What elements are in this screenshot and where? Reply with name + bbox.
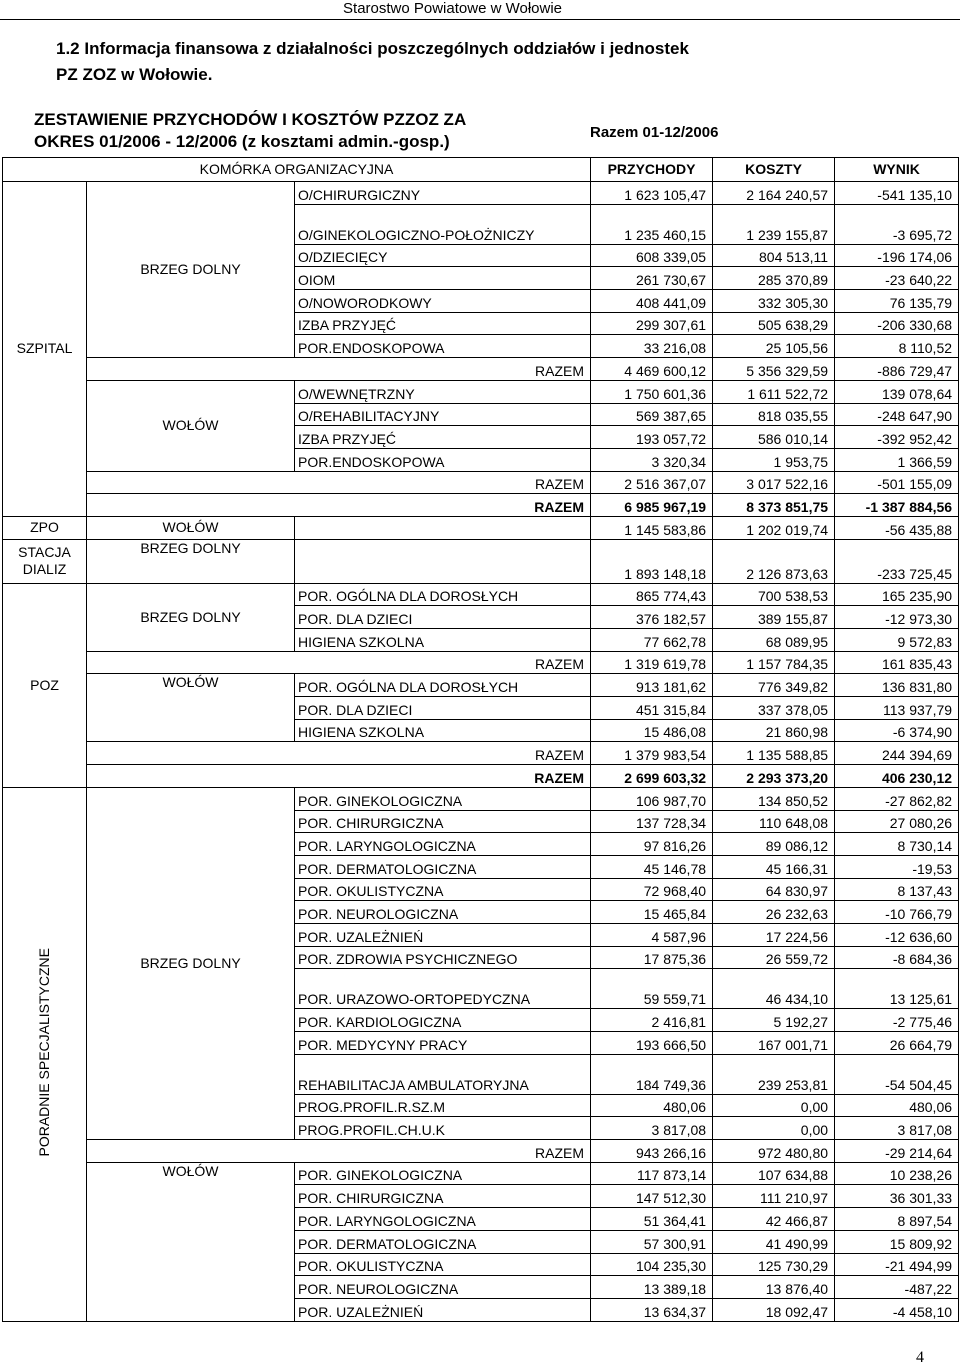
result-cell: -233 725,45: [835, 539, 959, 583]
income-cell: 3 320,34: [591, 448, 713, 471]
unit-name-cell: POR. LARYNGOLOGICZNA: [295, 833, 591, 856]
result-cell: 9 572,83: [835, 629, 959, 652]
costs-cell: 17 224,56: [713, 923, 835, 946]
income-cell: 1 145 583,86: [591, 516, 713, 539]
costs-cell: 505 638,29: [713, 312, 835, 335]
result-cell: -10 766,79: [835, 901, 959, 924]
income-cell: 77 662,78: [591, 629, 713, 652]
empty-cell: [295, 516, 591, 539]
income-cell: 569 387,65: [591, 403, 713, 426]
income-cell: 608 339,05: [591, 244, 713, 267]
finance-table: [2, 157, 959, 1322]
table-row: [3, 471, 959, 494]
unit-name-cell: PROG.PROFIL.R.SZ.M: [295, 1094, 591, 1117]
group-label-poz: POZ: [3, 583, 87, 787]
unit-name-cell: O/WEWNĘTRZNY: [295, 380, 591, 403]
location-label-brzeg: BRZEG DOLNY: [87, 583, 295, 651]
unit-name-cell: POR. MEDYCYNY PRACY: [295, 1032, 591, 1055]
result-cell: 8 110,52: [835, 335, 959, 358]
table-row: [3, 787, 959, 810]
result-cell: 8 897,54: [835, 1208, 959, 1231]
result-cell: -12 636,60: [835, 923, 959, 946]
result-cell: 480,06: [835, 1094, 959, 1117]
table-row: [3, 1162, 959, 1185]
result-cell: -487,22: [835, 1276, 959, 1299]
income-cell: 184 749,36: [591, 1054, 713, 1094]
income-cell: 17 875,36: [591, 946, 713, 969]
document-header: Starostwo Powiatowe w Wołowie: [343, 0, 562, 17]
result-cell: 139 078,64: [835, 380, 959, 403]
result-cell: 8 730,14: [835, 833, 959, 856]
income-cell: 1 893 148,18: [591, 539, 713, 583]
unit-name-cell: IZBA PRZYJĘĆ: [295, 426, 591, 449]
result-cell: -1 387 884,56: [835, 494, 959, 517]
razem-label: RAZEM: [87, 765, 591, 788]
costs-cell: 972 480,80: [713, 1140, 835, 1163]
income-cell: 261 730,67: [591, 267, 713, 290]
razem-label: RAZEM: [87, 1140, 591, 1163]
costs-cell: 776 349,82: [713, 674, 835, 697]
location-label-brzeg: BRZEG DOLNY: [87, 182, 295, 358]
costs-cell: 111 210,97: [713, 1185, 835, 1208]
income-cell: 51 364,41: [591, 1208, 713, 1231]
unit-name-cell: PROG.PROFIL.CH.U.K: [295, 1117, 591, 1140]
result-cell: 136 831,80: [835, 674, 959, 697]
section-heading-line2: PZ ZOZ w Wołowie.: [56, 65, 213, 84]
costs-cell: 125 730,29: [713, 1253, 835, 1276]
income-cell: 2 699 603,32: [591, 765, 713, 788]
income-cell: 1 235 460,15: [591, 204, 713, 244]
location-label-brzeg: BRZEG DOLNY: [87, 787, 295, 1139]
period-heading: Razem 01-12/2006: [590, 124, 719, 141]
razem-label: RAZEM: [87, 471, 591, 494]
costs-cell: 42 466,87: [713, 1208, 835, 1231]
result-cell: 165 235,90: [835, 583, 959, 606]
result-cell: -2 775,46: [835, 1009, 959, 1032]
unit-name-cell: POR. NEUROLOGICZNA: [295, 1276, 591, 1299]
costs-cell: 332 305,30: [713, 290, 835, 313]
table-row: [3, 742, 959, 765]
result-cell: -29 214,64: [835, 1140, 959, 1163]
table-row: [3, 494, 959, 517]
razem-label: RAZEM: [87, 494, 591, 517]
table-row: [3, 539, 959, 583]
unit-name-cell: O/NOWORODKOWY: [295, 290, 591, 313]
costs-cell: 18 092,47: [713, 1298, 835, 1321]
unit-name-cell: POR. DERMATOLOGICZNA: [295, 855, 591, 878]
unit-name-cell: POR. CHIRURGICZNA: [295, 810, 591, 833]
result-cell: -19,53: [835, 855, 959, 878]
page-number: 4: [916, 1349, 924, 1366]
table-title-line2: OKRES 01/2006 - 12/2006 (z kosztami admin.-gosp.): [34, 132, 450, 151]
income-cell: 15 486,08: [591, 719, 713, 742]
unit-name-cell: POR. LARYNGOLOGICZNA: [295, 1208, 591, 1231]
income-cell: 6 985 967,19: [591, 494, 713, 517]
income-cell: 3 817,08: [591, 1117, 713, 1140]
unit-name-cell: POR. OGÓLNA DLA DOROSŁYCH: [295, 583, 591, 606]
group-label-stacja: STACJA DIALIZ: [3, 539, 87, 583]
result-cell: -206 330,68: [835, 312, 959, 335]
table-row: [3, 1140, 959, 1163]
unit-name-cell: IZBA PRZYJĘĆ: [295, 312, 591, 335]
income-cell: 913 181,62: [591, 674, 713, 697]
income-cell: 4 587,96: [591, 923, 713, 946]
costs-cell: 1 953,75: [713, 448, 835, 471]
table-title-line1: ZESTAWIENIE PRZYCHODÓW I KOSZTÓW PZZOZ ZA: [34, 110, 467, 129]
result-cell: -8 684,36: [835, 946, 959, 969]
costs-cell: 1 611 522,72: [713, 380, 835, 403]
income-cell: 15 465,84: [591, 901, 713, 924]
result-cell: -196 174,06: [835, 244, 959, 267]
costs-cell: 285 370,89: [713, 267, 835, 290]
unit-name-cell: HIGIENA SZKOLNA: [295, 719, 591, 742]
group-label-poradnie: [3, 787, 87, 1321]
costs-cell: 8 373 851,75: [713, 494, 835, 517]
unit-name-cell: POR. ZDROWIA PSYCHICZNEGO: [295, 946, 591, 969]
table-row: [3, 516, 959, 539]
group-label-zpo: ZPO: [3, 516, 87, 539]
unit-name-cell: HIGIENA SZKOLNA: [295, 629, 591, 652]
table-row: [3, 358, 959, 381]
result-cell: 76 135,79: [835, 290, 959, 313]
costs-cell: 2 164 240,57: [713, 182, 835, 205]
costs-cell: 2 126 873,63: [713, 539, 835, 583]
table-row: [3, 380, 959, 403]
unit-name-cell: POR. DERMATOLOGICZNA: [295, 1230, 591, 1253]
result-cell: 10 238,26: [835, 1162, 959, 1185]
result-cell: 161 835,43: [835, 651, 959, 674]
result-cell: -392 952,42: [835, 426, 959, 449]
table-row: [3, 765, 959, 788]
costs-cell: 1 135 588,85: [713, 742, 835, 765]
result-cell: 1 366,59: [835, 448, 959, 471]
costs-cell: 804 513,11: [713, 244, 835, 267]
income-cell: 72 968,40: [591, 878, 713, 901]
razem-label: RAZEM: [87, 651, 591, 674]
result-cell: -501 155,09: [835, 471, 959, 494]
income-cell: 1 750 601,36: [591, 380, 713, 403]
result-cell: -3 695,72: [835, 204, 959, 244]
result-cell: -541 135,10: [835, 182, 959, 205]
costs-cell: 2 293 373,20: [713, 765, 835, 788]
header-rule: [0, 19, 960, 20]
income-cell: 45 146,78: [591, 855, 713, 878]
income-cell: 137 728,34: [591, 810, 713, 833]
income-cell: 13 389,18: [591, 1276, 713, 1299]
income-cell: 57 300,91: [591, 1230, 713, 1253]
unit-name-cell: OIOM: [295, 267, 591, 290]
costs-cell: 13 876,40: [713, 1276, 835, 1299]
costs-cell: 25 105,56: [713, 335, 835, 358]
result-cell: 3 817,08: [835, 1117, 959, 1140]
income-cell: 1 379 983,54: [591, 742, 713, 765]
costs-cell: 1 202 019,74: [713, 516, 835, 539]
costs-cell: 134 850,52: [713, 787, 835, 810]
unit-name-cell: POR. OGÓLNA DLA DOROSŁYCH: [295, 674, 591, 697]
costs-cell: 26 559,72: [713, 946, 835, 969]
result-cell: -54 504,45: [835, 1054, 959, 1094]
income-cell: 1 319 619,78: [591, 651, 713, 674]
unit-name-cell: POR. KARDIOLOGICZNA: [295, 1009, 591, 1032]
income-cell: 97 816,26: [591, 833, 713, 856]
location-label-brzeg: BRZEG DOLNY: [87, 539, 295, 583]
unit-name-cell: POR. DLA DZIECI: [295, 697, 591, 720]
unit-name-cell: POR. OKULISTYCZNA: [295, 1253, 591, 1276]
unit-name-cell: POR. CHIRURGICZNA: [295, 1185, 591, 1208]
unit-name-cell: O/CHIRURGICZNY: [295, 182, 591, 205]
income-cell: 106 987,70: [591, 787, 713, 810]
costs-cell: 46 434,10: [713, 969, 835, 1009]
unit-name-cell: POR. DLA DZIECI: [295, 606, 591, 629]
result-cell: -12 973,30: [835, 606, 959, 629]
table-row: [3, 158, 959, 182]
costs-cell: 89 086,12: [713, 833, 835, 856]
unit-name-cell: POR.ENDOSKOPOWA: [295, 335, 591, 358]
income-cell: 2 516 367,07: [591, 471, 713, 494]
location-label-wolow: WOŁÓW: [87, 380, 295, 471]
section-heading-line1: 1.2 Informacja finansowa z działalności poszczególnych oddziałów i jednostek: [56, 39, 689, 58]
table-row: [3, 182, 959, 205]
unit-name-cell: POR. UZALEŻNIEŃ: [295, 923, 591, 946]
result-cell: 27 080,26: [835, 810, 959, 833]
column-header-result: WYNIK: [835, 158, 959, 182]
location-label-wolow: WOŁÓW: [87, 674, 295, 742]
table-row: [3, 651, 959, 674]
costs-cell: 1 157 784,35: [713, 651, 835, 674]
income-cell: 193 057,72: [591, 426, 713, 449]
income-cell: 33 216,08: [591, 335, 713, 358]
unit-name-cell: O/GINEKOLOGICZNO-POŁOŻNICZY: [295, 204, 591, 244]
unit-name-cell: POR. URAZOWO-ORTOPEDYCZNA: [295, 969, 591, 1009]
costs-cell: 21 860,98: [713, 719, 835, 742]
razem-label: RAZEM: [87, 742, 591, 765]
income-cell: 1 623 105,47: [591, 182, 713, 205]
income-cell: 2 416,81: [591, 1009, 713, 1032]
result-cell: -886 729,47: [835, 358, 959, 381]
unit-name-cell: O/DZIECIĘCY: [295, 244, 591, 267]
column-header-unit: KOMÓRKA ORGANIZACYJNA: [3, 158, 591, 182]
income-cell: 376 182,57: [591, 606, 713, 629]
result-cell: 406 230,12: [835, 765, 959, 788]
unit-name-cell: POR.ENDOSKOPOWA: [295, 448, 591, 471]
costs-cell: 64 830,97: [713, 878, 835, 901]
costs-cell: 700 538,53: [713, 583, 835, 606]
income-cell: 13 634,37: [591, 1298, 713, 1321]
unit-name-cell: POR. OKULISTYCZNA: [295, 878, 591, 901]
razem-label: RAZEM: [87, 358, 591, 381]
costs-cell: 5 356 329,59: [713, 358, 835, 381]
column-header-income: PRZYCHODY: [591, 158, 713, 182]
location-label-wolow: WOŁÓW: [87, 516, 295, 539]
unit-name-cell: POR. GINEKOLOGICZNA: [295, 1162, 591, 1185]
income-cell: 147 512,30: [591, 1185, 713, 1208]
costs-cell: 239 253,81: [713, 1054, 835, 1094]
costs-cell: 45 166,31: [713, 855, 835, 878]
costs-cell: 337 378,05: [713, 697, 835, 720]
costs-cell: 1 239 155,87: [713, 204, 835, 244]
income-cell: 865 774,43: [591, 583, 713, 606]
result-cell: -6 374,90: [835, 719, 959, 742]
unit-name-cell: POR. GINEKOLOGICZNA: [295, 787, 591, 810]
costs-cell: 586 010,14: [713, 426, 835, 449]
table-row: [3, 583, 959, 606]
unit-name-cell: REHABILITACJA AMBULATORYJNA: [295, 1054, 591, 1094]
result-cell: -248 647,90: [835, 403, 959, 426]
income-cell: 4 469 600,12: [591, 358, 713, 381]
result-cell: 36 301,33: [835, 1185, 959, 1208]
group-label-poradnie-text: PORADNIE SPECJALISTYCZNE: [36, 947, 52, 1157]
column-header-costs: KOSZTY: [713, 158, 835, 182]
table-row: [3, 674, 959, 697]
result-cell: 15 809,92: [835, 1230, 959, 1253]
income-cell: 117 873,14: [591, 1162, 713, 1185]
income-cell: 451 315,84: [591, 697, 713, 720]
group-label-szpital: SZPITAL: [3, 182, 87, 517]
result-cell: -23 640,22: [835, 267, 959, 290]
result-cell: -56 435,88: [835, 516, 959, 539]
income-cell: 408 441,09: [591, 290, 713, 313]
costs-cell: 110 648,08: [713, 810, 835, 833]
result-cell: 13 125,61: [835, 969, 959, 1009]
costs-cell: 5 192,27: [713, 1009, 835, 1032]
location-label-wolow: WOŁÓW: [87, 1162, 295, 1321]
income-cell: 193 666,50: [591, 1032, 713, 1055]
costs-cell: 818 035,55: [713, 403, 835, 426]
result-cell: 113 937,79: [835, 697, 959, 720]
costs-cell: 0,00: [713, 1094, 835, 1117]
unit-name-cell: O/REHABILITACYJNY: [295, 403, 591, 426]
costs-cell: 0,00: [713, 1117, 835, 1140]
income-cell: 104 235,30: [591, 1253, 713, 1276]
costs-cell: 389 155,87: [713, 606, 835, 629]
income-cell: 59 559,71: [591, 969, 713, 1009]
costs-cell: 167 001,71: [713, 1032, 835, 1055]
result-cell: 244 394,69: [835, 742, 959, 765]
unit-name-cell: POR. NEUROLOGICZNA: [295, 901, 591, 924]
costs-cell: 41 490,99: [713, 1230, 835, 1253]
result-cell: -21 494,99: [835, 1253, 959, 1276]
income-cell: 943 266,16: [591, 1140, 713, 1163]
income-cell: 480,06: [591, 1094, 713, 1117]
costs-cell: 68 089,95: [713, 629, 835, 652]
result-cell: 8 137,43: [835, 878, 959, 901]
result-cell: -4 458,10: [835, 1298, 959, 1321]
result-cell: 26 664,79: [835, 1032, 959, 1055]
unit-name-cell: POR. UZALEŻNIEŃ: [295, 1298, 591, 1321]
result-cell: -27 862,82: [835, 787, 959, 810]
costs-cell: 26 232,63: [713, 901, 835, 924]
costs-cell: 3 017 522,16: [713, 471, 835, 494]
empty-cell: [295, 539, 591, 583]
income-cell: 299 307,61: [591, 312, 713, 335]
costs-cell: 107 634,88: [713, 1162, 835, 1185]
